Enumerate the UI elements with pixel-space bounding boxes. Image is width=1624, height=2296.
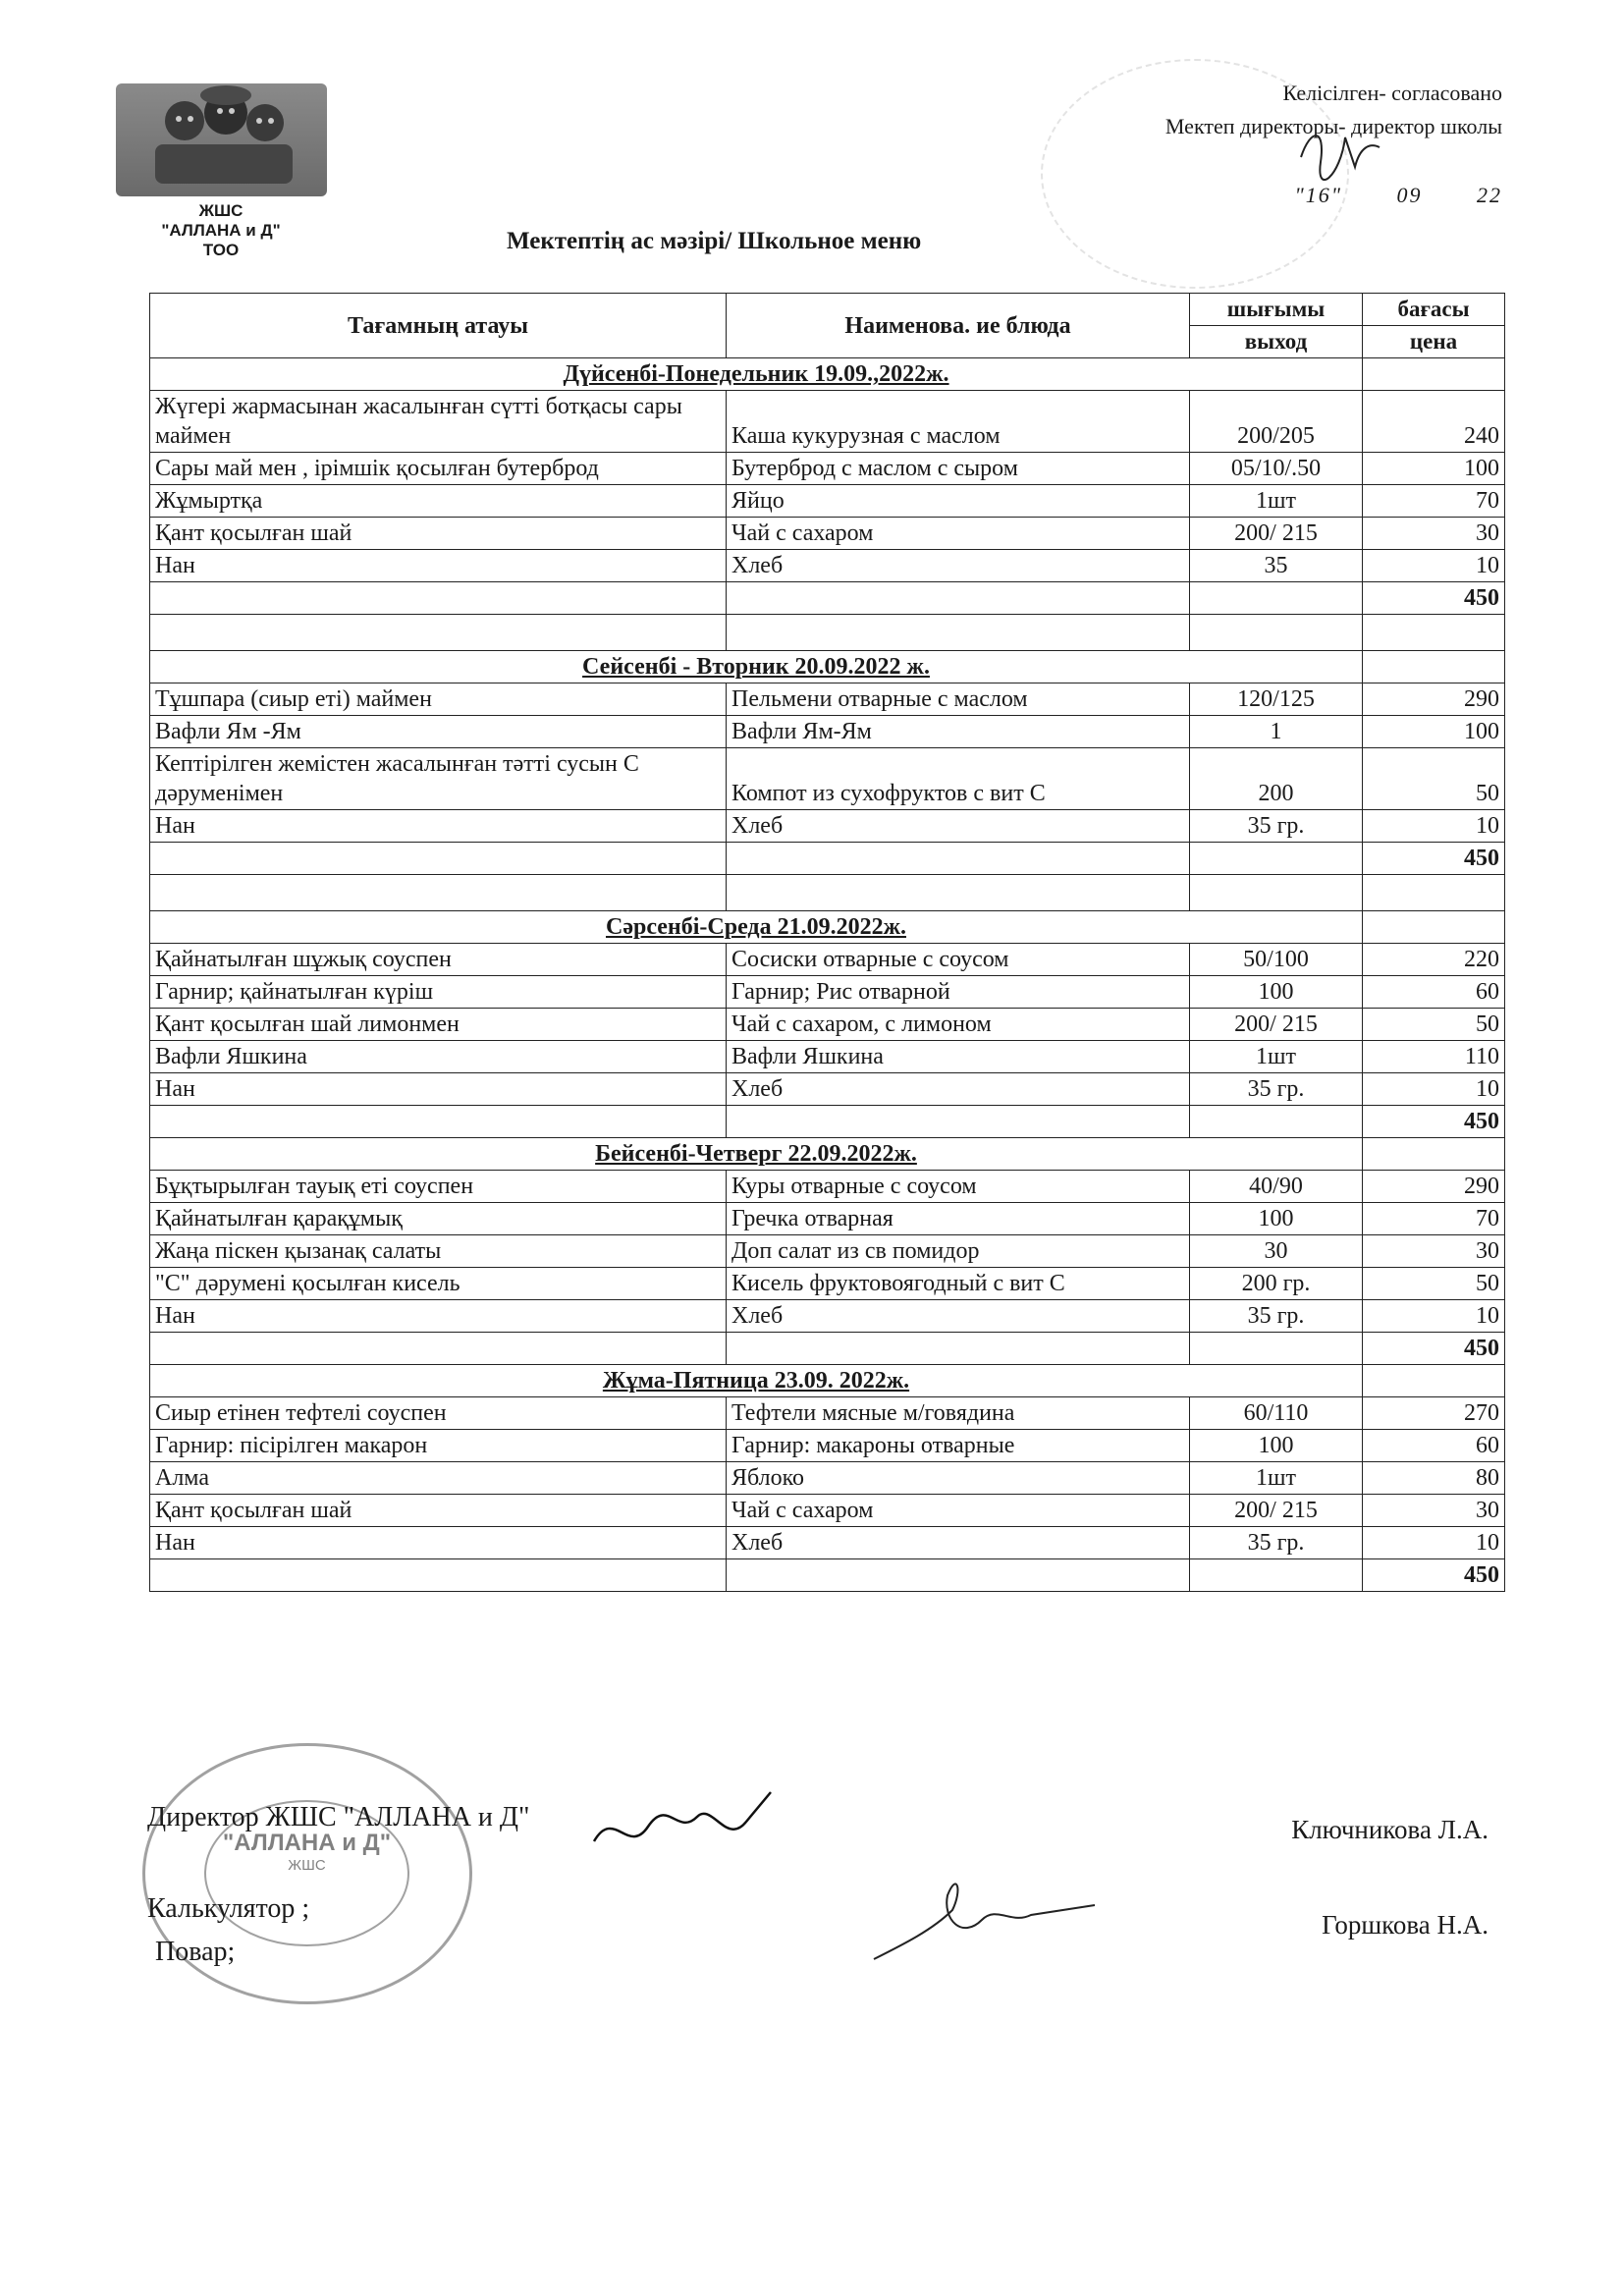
day-header-row [150,1138,1505,1171]
dish-name-kz: Нан [150,1073,727,1106]
dish-output: 100 [1190,1203,1363,1235]
dish-price: 10 [1363,1527,1505,1559]
dish-price: 70 [1363,1203,1505,1235]
company-logo [116,83,327,196]
dish-name-kz: Гарнир; қайнатылған күріш [150,976,727,1009]
logo-caption-line-1: ЖШС [198,201,244,220]
dish-output: 35 гр. [1190,1527,1363,1559]
col-header-price-ru: цена [1363,326,1505,358]
dish-name-kz: Кептірілген жемістен жасалынған тәтті сусын С дәруменімен [150,748,727,810]
menu-item-row [150,1009,1505,1041]
dish-name-ru: Тефтели мясные м/говядина [727,1397,1190,1430]
approval-date-month: 09 [1396,183,1423,207]
spacer-row [150,875,1505,911]
calculator-name: Горшкова Н.А. [1322,1910,1489,1940]
seal-company-form: ЖШС [288,1857,326,1874]
dish-price: 30 [1363,518,1505,550]
dish-price: 290 [1363,1171,1505,1203]
dish-name-kz: Вафли Яшкина [150,1041,727,1073]
dish-output: 200/ 215 [1190,1495,1363,1527]
dish-price: 60 [1363,976,1505,1009]
dish-output: 30 [1190,1235,1363,1268]
dish-output: 35 гр. [1190,1300,1363,1333]
dish-name-kz: Жүгері жармасынан жасалынған сүтті ботқасы сары маймен [150,391,727,453]
spacer-row [150,615,1505,651]
menu-item-row [150,1397,1505,1430]
logo-caption [98,201,344,260]
dish-name-ru: Гречка отварная [727,1203,1190,1235]
total-empty-ru [727,1333,1190,1365]
menu-table [149,293,1505,1592]
menu-item-row [150,550,1505,582]
spacer-cell [727,615,1190,651]
seal-company-name: "АЛЛАНА и Д" [222,1830,392,1856]
dish-price: 50 [1363,748,1505,810]
menu-item-row [150,1235,1505,1268]
day-total-price: 450 [1363,1333,1505,1365]
day-total-price: 450 [1363,1106,1505,1138]
spacer-cell [1190,615,1363,651]
dish-output: 35 [1190,550,1363,582]
dish-output: 100 [1190,1430,1363,1462]
dish-output: 1шт [1190,1041,1363,1073]
spacer-cell [1190,875,1363,911]
day-total-price: 450 [1363,582,1505,615]
total-empty-kz [150,1333,727,1365]
menu-item-row [150,1073,1505,1106]
dish-output: 200/ 215 [1190,1009,1363,1041]
menu-item-row [150,485,1505,518]
day-total-row [150,1559,1505,1592]
spacer-cell [727,875,1190,911]
total-empty-output [1190,582,1363,615]
dish-price: 10 [1363,1300,1505,1333]
spacer-cell [150,615,727,651]
menu-item-row [150,976,1505,1009]
dish-name-ru: Пельмени отварные с маслом [727,683,1190,716]
dish-price: 30 [1363,1235,1505,1268]
day-header-row [150,911,1505,944]
dish-name-ru: Яйцо [727,485,1190,518]
spacer-cell [1363,615,1505,651]
dish-output: 1шт [1190,485,1363,518]
dish-name-ru: Кисель фруктовоягодный с вит С [727,1268,1190,1300]
dish-price: 270 [1363,1397,1505,1430]
dish-price: 240 [1363,391,1505,453]
dish-output: 200 [1190,748,1363,810]
day-header-row [150,651,1505,683]
dish-output: 35 гр. [1190,810,1363,843]
dish-name-ru: Бутерброд с маслом с сыром [727,453,1190,485]
dish-price: 10 [1363,810,1505,843]
dish-name-kz: Сары май мен , ірімшік қосылған бутерброд [150,453,727,485]
dish-name-ru: Хлеб [727,1527,1190,1559]
dish-output: 200/ 215 [1190,518,1363,550]
menu-item-row [150,1495,1505,1527]
dish-price: 50 [1363,1009,1505,1041]
approval-line-2: Мектеп директоры- директор школы [1164,114,1502,138]
total-empty-ru [727,1559,1190,1592]
day-title-price-cell [1363,911,1505,944]
col-header-output-ru: выход [1190,326,1363,358]
dish-name-kz: Жұмыртқа [150,485,727,518]
approval-date-day: "16" [1294,183,1342,207]
dish-name-kz: Нан [150,550,727,582]
dish-name-ru: Чай с сахаром [727,1495,1190,1527]
dish-output: 200 гр. [1190,1268,1363,1300]
dish-price: 290 [1363,683,1505,716]
dish-price: 110 [1363,1041,1505,1073]
dish-output: 35 гр. [1190,1073,1363,1106]
total-empty-output [1190,1559,1363,1592]
cook-label: Повар; [155,1937,236,1967]
menu-item-row [150,391,1505,453]
total-empty-ru [727,843,1190,875]
dish-price: 70 [1363,485,1505,518]
spacer-cell [150,875,727,911]
day-header-row [150,1365,1505,1397]
dish-name-ru: Гарнир; Рис отварной [727,976,1190,1009]
dish-name-ru: Компот из сухофруктов с вит С [727,748,1190,810]
day-title: Дүйсенбі-Понедельник 19.09.,2022ж. [150,358,1363,391]
menu-body [150,358,1505,1592]
dish-output: 40/90 [1190,1171,1363,1203]
dish-name-ru: Сосиски отварные с соусом [727,944,1190,976]
dish-name-kz: Нан [150,1300,727,1333]
dish-name-ru: Каша кукурузная с маслом [727,391,1190,453]
dish-output: 50/100 [1190,944,1363,976]
dish-output: 60/110 [1190,1397,1363,1430]
total-empty-output [1190,1333,1363,1365]
principal-signature-icon [1296,118,1384,187]
director-name: Ключникова Л.А. [1291,1815,1489,1844]
dish-name-kz: Нан [150,810,727,843]
dish-price: 30 [1363,1495,1505,1527]
dish-price: 100 [1363,453,1505,485]
logo-caption-line-3: ТОО [202,241,240,259]
dish-name-kz: "С" дәрумені қосылған кисель [150,1268,727,1300]
total-empty-kz [150,843,727,875]
day-total-row [150,1106,1505,1138]
dish-output: 100 [1190,976,1363,1009]
dish-name-ru: Яблоко [727,1462,1190,1495]
menu-item-row [150,1268,1505,1300]
director-signature-icon [589,1787,776,1866]
dish-output: 05/10/.50 [1190,453,1363,485]
menu-item-row [150,1041,1505,1073]
dish-name-ru: Вафли Ям-Ям [727,716,1190,748]
menu-item-row [150,683,1505,716]
day-total-row [150,843,1505,875]
dish-name-ru: Хлеб [727,1300,1190,1333]
menu-item-row [150,1527,1505,1559]
menu-item-row [150,453,1505,485]
total-empty-output [1190,1106,1363,1138]
dish-name-ru: Гарнир: макароны отварные [727,1430,1190,1462]
calculator-signature-icon [864,1851,1100,1979]
menu-item-row [150,1300,1505,1333]
menu-item-row [150,810,1505,843]
day-title-price-cell [1363,358,1505,391]
dish-output: 1шт [1190,1462,1363,1495]
col-header-output-kz: шығымы [1190,294,1363,326]
total-empty-kz [150,582,727,615]
day-total-price: 450 [1363,1559,1505,1592]
col-header-ru: Наименова. ие блюда [727,294,1190,358]
dish-output: 1 [1190,716,1363,748]
dish-price: 100 [1363,716,1505,748]
total-empty-output [1190,843,1363,875]
dish-name-kz: Қант қосылған шай [150,518,727,550]
dish-name-kz: Қайнатылған қарақұмық [150,1203,727,1235]
dish-name-kz: Алма [150,1462,727,1495]
approval-line-1: Келісілген- согласовано [1282,81,1502,105]
dish-name-kz: Қант қосылған шай лимонмен [150,1009,727,1041]
dish-name-kz: Қант қосылған шай [150,1495,727,1527]
total-empty-kz [150,1559,727,1592]
dish-price: 220 [1363,944,1505,976]
menu-item-row [150,1203,1505,1235]
day-total-row [150,582,1505,615]
dish-price: 50 [1363,1268,1505,1300]
dish-name-kz: Жаңа піскен қызанақ салаты [150,1235,727,1268]
dish-price: 10 [1363,550,1505,582]
dish-name-ru: Хлеб [727,1073,1190,1106]
calculator-label: Калькулятор ; [147,1893,310,1924]
menu-item-row [150,944,1505,976]
dish-name-ru: Чай с сахаром, с лимоном [727,1009,1190,1041]
dish-name-ru: Вафли Яшкина [727,1041,1190,1073]
day-header-row [150,358,1505,391]
total-empty-kz [150,1106,727,1138]
director-label: Директор ЖШС "АЛЛАНА и Д" [147,1802,530,1832]
dish-name-kz: Сиыр етінен тефтелі соуспен [150,1397,727,1430]
day-title-price-cell [1363,651,1505,683]
day-title: Сәрсенбі-Среда 21.09.2022ж. [150,911,1363,944]
total-empty-ru [727,1106,1190,1138]
spacer-cell [1363,875,1505,911]
dish-price: 80 [1363,1462,1505,1495]
dish-price: 10 [1363,1073,1505,1106]
dish-name-ru: Хлеб [727,810,1190,843]
menu-item-row [150,1430,1505,1462]
approval-date-year: 22 [1477,183,1502,207]
col-header-kz: Тағамның атауы [150,294,727,358]
day-title: Сейсенбі - Вторник 20.09.2022 ж. [150,651,1363,683]
day-title: Жұма-Пятница 23.09. 2022ж. [150,1365,1363,1397]
dish-price: 60 [1363,1430,1505,1462]
dish-output: 200/205 [1190,391,1363,453]
dish-name-kz: Қайнатылған шұжық соуспен [150,944,727,976]
menu-item-row [150,748,1505,810]
day-title-price-cell [1363,1138,1505,1171]
dish-name-kz: Гарнир: пісірілген макарон [150,1430,727,1462]
table-header-row-1 [150,294,1505,326]
col-header-price-kz: бағасы [1363,294,1505,326]
document-title: Мектептің ас мәзірі/ Школьное меню [507,228,922,254]
menu-item-row [150,716,1505,748]
day-total-price: 450 [1363,843,1505,875]
dish-name-ru: Чай с сахаром [727,518,1190,550]
dish-name-kz: Бұқтырылған тауық еті соуспен [150,1171,727,1203]
chef-figures-icon [116,83,327,196]
menu-item-row [150,518,1505,550]
day-title-price-cell [1363,1365,1505,1397]
menu-item-row [150,1171,1505,1203]
day-total-row [150,1333,1505,1365]
day-title: Бейсенбі-Четверг 22.09.2022ж. [150,1138,1363,1171]
menu-item-row [150,1462,1505,1495]
dish-name-kz: Вафли Ям -Ям [150,716,727,748]
logo-caption-line-2: "АЛЛАНА и Д" [161,221,281,240]
total-empty-ru [727,582,1190,615]
dish-name-ru: Куры отварные с соусом [727,1171,1190,1203]
dish-name-ru: Хлеб [727,550,1190,582]
dish-name-ru: Доп салат из св помидор [727,1235,1190,1268]
dish-name-kz: Нан [150,1527,727,1559]
dish-name-kz: Тұшпара (сиыр еті) маймен [150,683,727,716]
dish-output: 120/125 [1190,683,1363,716]
